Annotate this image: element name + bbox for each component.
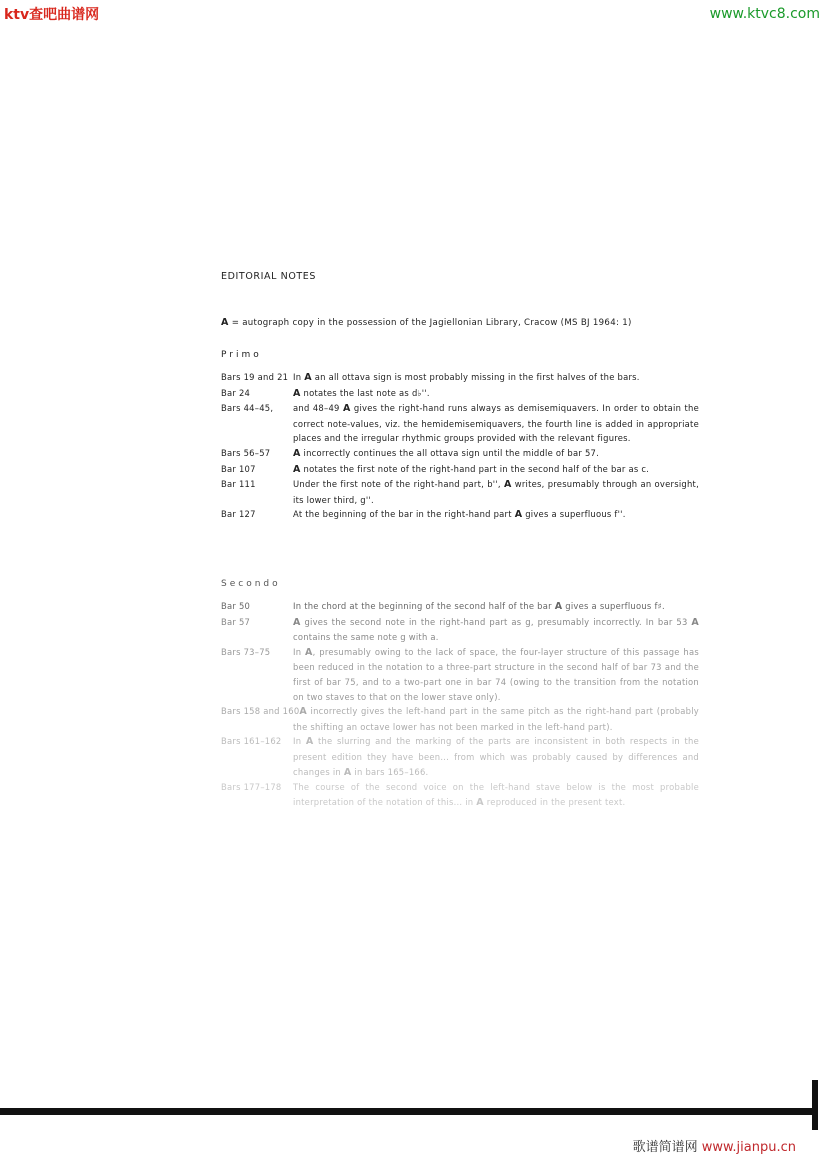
note-text: In A the slurring and the marking of the parts are inconsistent in both respects in the present edition they have been... from which was probably caused by differences and changes in A in bars 165–166. [293,736,699,778]
watermark-top-left: ktv查吧曲谱网 [4,7,100,23]
note-entry [221,477,699,507]
source-note: A = autograph copy in the possession of the Jagiellonian Library, Cracow (MS BJ 1964: 1) [221,317,632,328]
source-siglum: A [503,479,512,491]
watermark-bottom-cn: 歌谱简谱网 [632,1140,698,1155]
source-siglum: A [293,447,301,459]
secondo-section [221,579,699,810]
bar-label: Bars 44–45, [221,403,274,414]
note-text: In the chord at the beginning of the second half of the bar A gives a superfluous f♯. [293,601,665,612]
note-entry [221,370,699,386]
bar-label: Bar 127 [221,509,256,520]
section-heading: Secondo [221,579,281,589]
bar-label: Bars 177–178 [221,782,282,793]
note-entry [221,507,699,523]
source-siglum: A [342,403,351,415]
note-entry [221,645,699,704]
bar-label: Bar 24 [221,387,251,398]
note-text: At the beginning of the bar in the right-hand part A gives a superfluous f''. [293,509,626,521]
note-text: Under the first note of the right-hand part, b'', A writes, presumably through an oversight, its lower third, g''. [293,479,699,505]
bar-label: Bars 158 and 160 [221,706,300,717]
note-entry [221,401,699,446]
page-title: EDITORIAL NOTES [221,271,317,282]
note-entry [221,446,699,462]
source-siglum: A [221,317,229,328]
scan-edge-bar [0,1108,818,1115]
watermark-bottom [633,1136,796,1155]
bar-label: Bars 56–57 [221,447,271,458]
source-siglum: A [293,616,301,628]
scan-edge-corner [812,1080,818,1130]
bar-label: Bars 161–162 [221,736,282,747]
note-text: A incorrectly gives the left-hand part in the same pitch as the right-hand part (probably the shifting an octave lower has not been marked in the left-hand part). [293,706,699,732]
note-entry [221,462,699,478]
note-entry [221,599,699,615]
watermark-bottom-url: www.jianpu.cn [701,1140,796,1155]
note-text: In A an all ottava sign is most probably missing in the first halves of the bars. [293,372,640,383]
source-siglum: A [343,766,352,778]
note-text: A incorrectly continues the all ottava sign until the middle of bar 57. [293,447,600,459]
section-heading: Primo [221,350,262,360]
source-siglum: A [554,601,563,612]
bar-label: Bars 19 and 21 [221,372,289,382]
note-entry [221,615,699,645]
watermark-top-right: www.ktvc8.com [709,6,820,22]
source-siglum: A [305,736,314,748]
note-entry [221,704,699,734]
source-siglum: A [305,646,313,658]
bar-label: Bar 107 [221,463,256,474]
bar-label: Bar 111 [221,479,256,490]
note-entry [221,734,699,780]
source-siglum: A [293,463,301,475]
note-text: The course of the second voice on the left-hand stave below is the most probable interpretation of the notation of this... in A reproduced in the present text. [293,782,699,808]
note-text: In A, presumably owing to the lack of space, the four-layer structure of this passage has been reduced in the notation to a three-part structure in the second half of bar 73 and the first of bar 75, and to a two-part one in bar 74 (owing to the transition from the notation on two staves to that on the lower stave only). [293,646,699,702]
source-siglum: A [691,616,699,628]
note-text: A gives the second note in the right-hand part as g, presumably incorrectly. In bar 53 A contains the same note g with a. [293,616,699,643]
source-siglum: A [304,372,312,383]
source-siglum: A [293,387,301,399]
bar-label: Bars 73–75 [221,646,271,657]
bar-label: Bar 57 [221,616,251,627]
source-siglum: A [299,706,308,718]
note-entry [221,780,699,810]
source-siglum: A [476,796,484,808]
note-text: and 48–49 A gives the right-hand runs always as demisemiquavers. In order to obtain the correct note-values, viz. the hemidemisemiquavers, the fourth line is added in appropriate places and the irregular rhythmic groups provided with the relevant figures. [293,403,699,444]
primo-section [221,350,699,523]
note-text: A notates the last note as d♭''. [293,387,430,399]
note-text: A notates the first note of the right-hand part in the second half of the bar as c. [293,463,650,475]
note-entry [221,386,699,402]
source-siglum: A [514,509,523,521]
bar-label: Bar 50 [221,601,251,611]
